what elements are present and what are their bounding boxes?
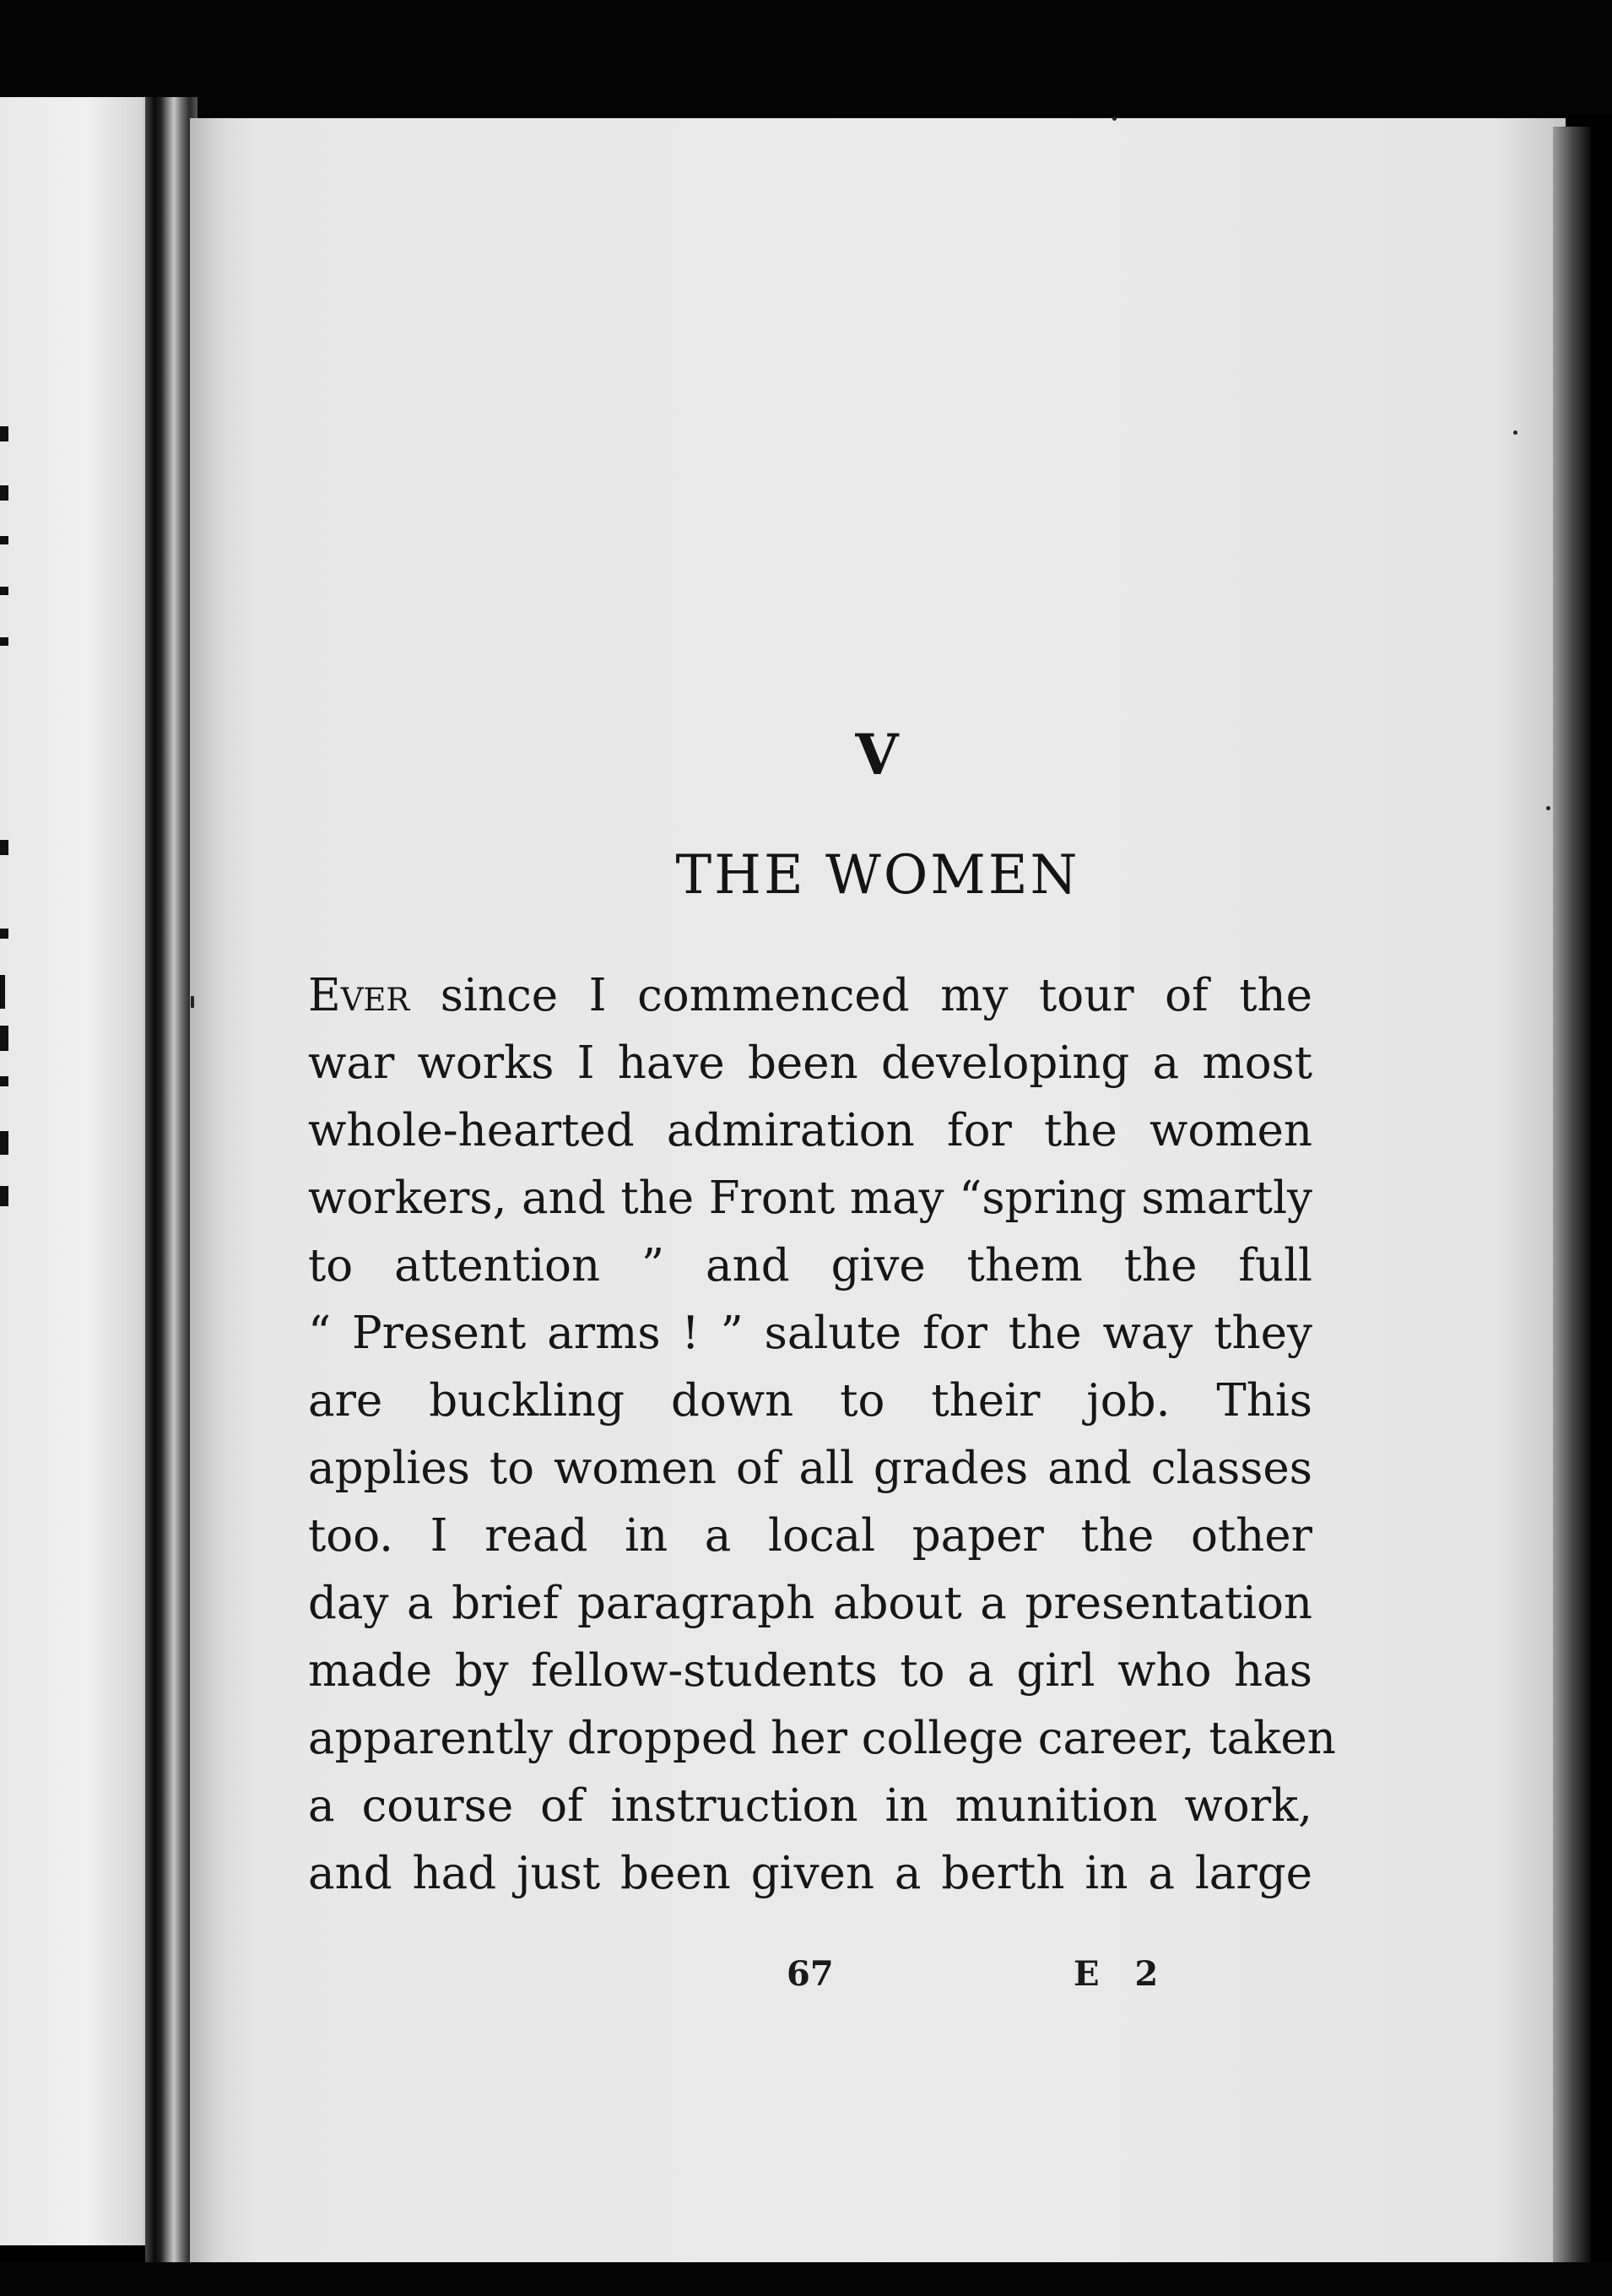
- text-line: whole-hearted admiration for the women: [308, 1105, 1312, 1156]
- scan-speck: [1513, 430, 1517, 435]
- scan-speck: [191, 996, 194, 1008]
- left-page-edge: [0, 97, 156, 2245]
- chapter-title: THE WOMEN: [675, 844, 1080, 907]
- scan-speck: [1546, 806, 1550, 810]
- text-line: and had just been given a berth in a large: [308, 1848, 1312, 1899]
- text-line: day a brief paragraph about a presentation: [308, 1578, 1312, 1629]
- text-line: Ever since I commenced my tour of the: [308, 970, 1312, 1021]
- text-line: a course of instruction in munition work,: [308, 1780, 1312, 1832]
- text-line: “ Present arms ! ” salute for the way they: [308, 1308, 1312, 1359]
- text-line: war works I have been developing a most: [308, 1037, 1312, 1089]
- right-page-edge-shadow: [1553, 127, 1591, 2271]
- text-line: to attention ” and give them the full: [308, 1240, 1312, 1292]
- text-line: applies to women of all grades and classes: [308, 1443, 1312, 1494]
- scan-bottom-border: [0, 2262, 1612, 2296]
- page-number: 67: [787, 1954, 834, 1994]
- text-line: too. I read in a local paper the other: [308, 1510, 1312, 1562]
- text-line: apparently dropped her college career, taken: [308, 1713, 1336, 1764]
- signature-mark: E 2: [1074, 1954, 1171, 1994]
- text-line: made by fellow-students to a girl who has: [308, 1645, 1312, 1697]
- scan-speck: [1112, 116, 1117, 121]
- text-line: are buckling down to their job. This: [308, 1375, 1312, 1427]
- chapter-number: V: [855, 722, 901, 788]
- body-paragraph: [308, 962, 1336, 1908]
- scan-top-border: [0, 0, 1612, 114]
- text-line: workers, and the Front may “spring smartly: [308, 1172, 1312, 1224]
- opening-word: Ever: [308, 970, 410, 1021]
- left-page-cut-off-text: [0, 97, 20, 2245]
